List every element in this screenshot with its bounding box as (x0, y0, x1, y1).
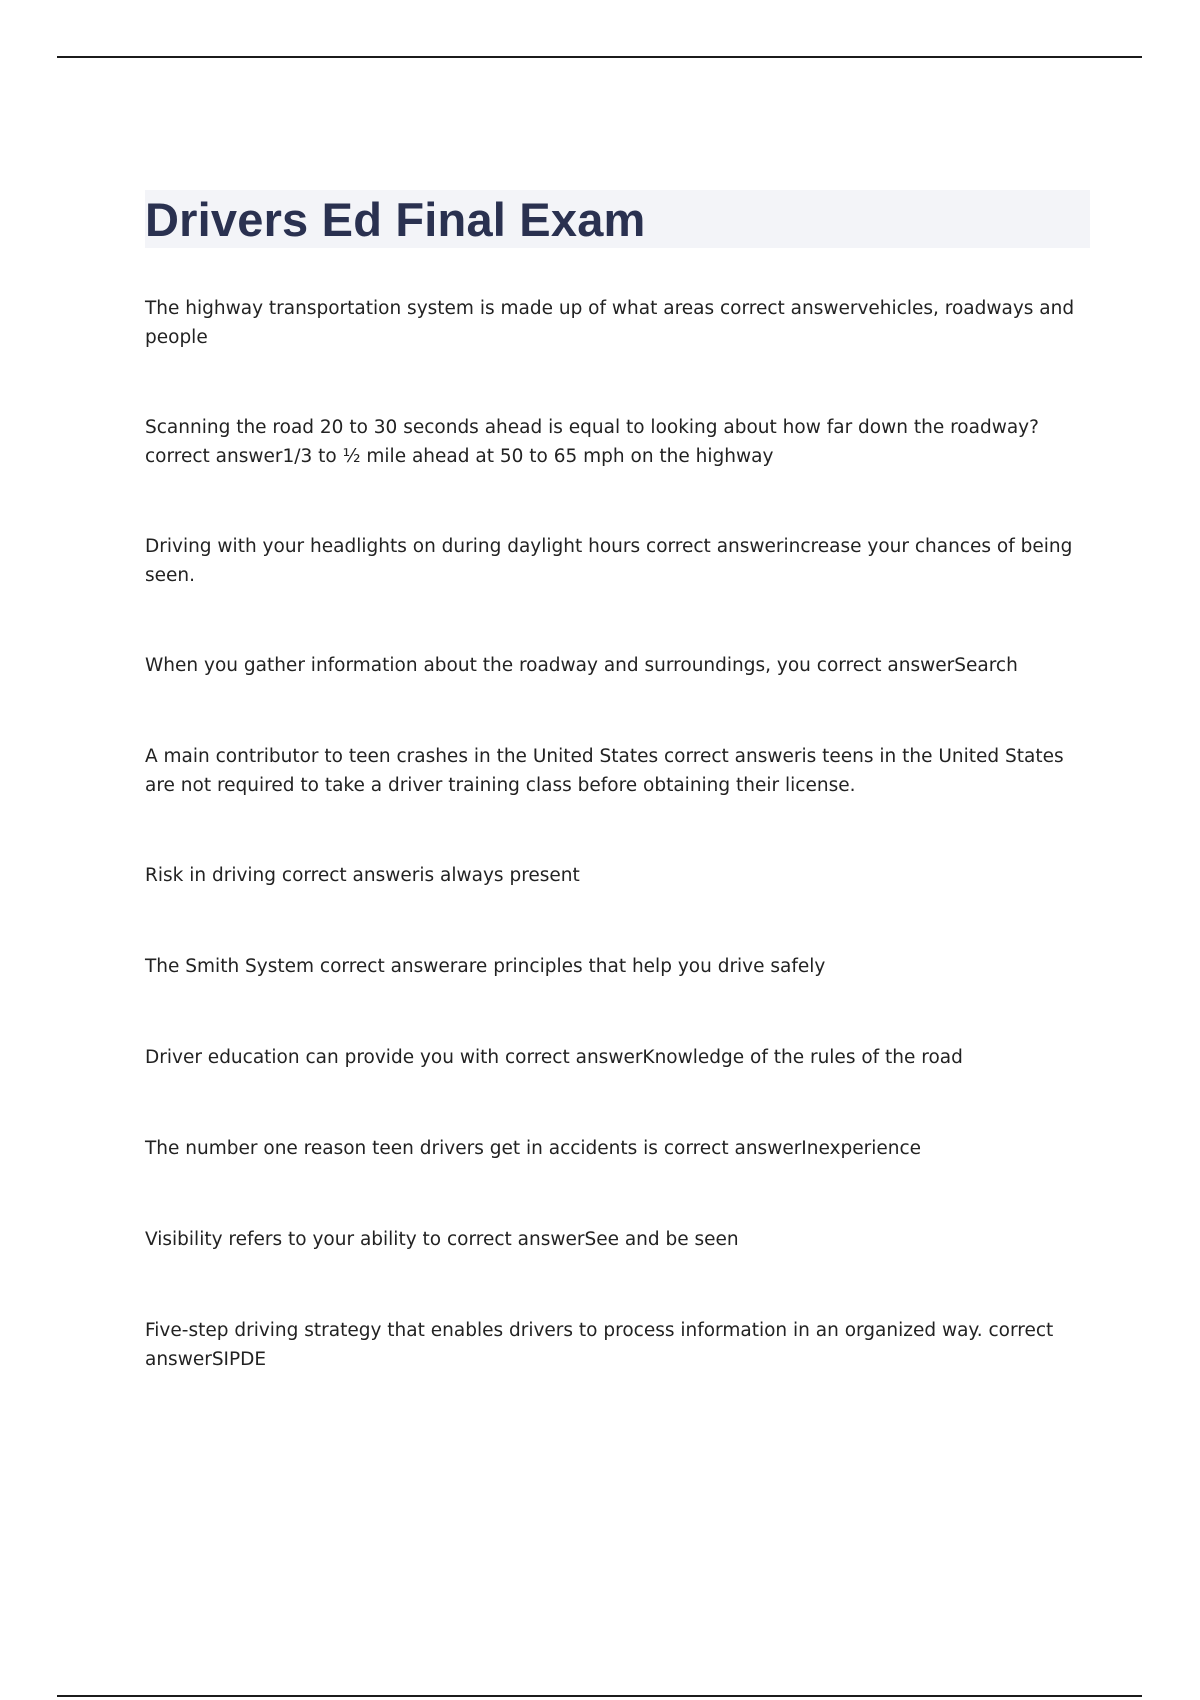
qa-item: Driver education can provide you with correct answerKnowledge of the rules of the road (145, 1047, 963, 1068)
qa-item: Driving with your headlights on during daylight hours correct answerincrease your chances of being seen. (145, 536, 1073, 586)
qa-item: The Smith System correct answerare principles that help you drive safely (145, 956, 826, 977)
page-title: Drivers Ed Final Exam (145, 192, 646, 246)
qa-item: Five-step driving strategy that enables drivers to process information in an organized way. correct answerSIPDE (145, 1320, 1054, 1370)
qa-item: Scanning the road 20 to 30 seconds ahead is equal to looking about how far down the roadway? correct answer1/3 to ½ mile ahead at 50 to 65 mph on the highway (145, 417, 1039, 467)
title-band (145, 190, 1090, 248)
qa-item: Risk in driving correct answeris always present (145, 865, 580, 886)
qa-list (145, 294, 1090, 1374)
qa-item: A main contributor to teen crashes in the United States correct answeris teens in the United States are not required to take a driver training class before obtaining their license. (145, 746, 1064, 796)
qa-item: Visibility refers to your ability to correct answerSee and be seen (145, 1229, 739, 1250)
qa-item: The number one reason teen drivers get in accidents is correct answerInexperience (145, 1138, 922, 1159)
qa-item: When you gather information about the roadway and surroundings, you correct answerSearch (145, 655, 1018, 676)
bottom-rule (57, 1695, 1142, 1697)
qa-item: The highway transportation system is made up of what areas correct answervehicles, roadways and people (145, 298, 1075, 348)
top-rule (57, 56, 1142, 58)
document-body (145, 190, 1090, 1435)
